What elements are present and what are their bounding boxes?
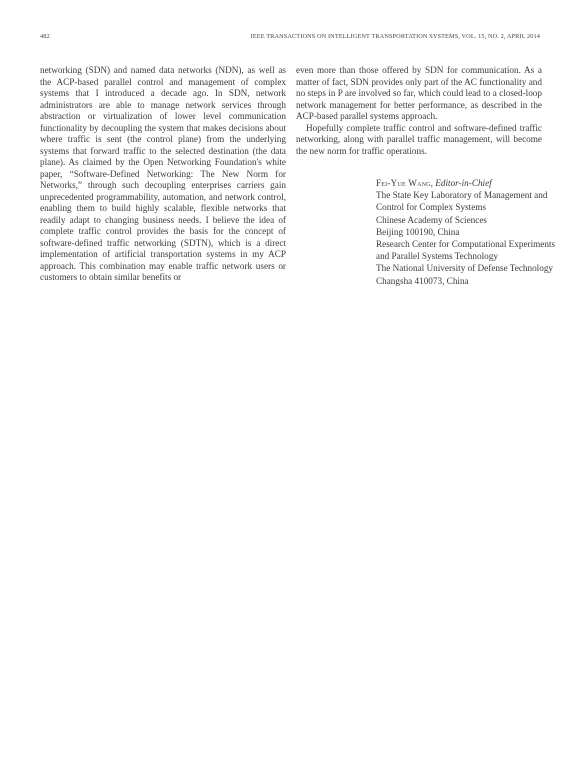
affiliation-line: Control for Complex Systems — [376, 202, 486, 213]
affiliation-line: The National University of Defense Technology — [376, 263, 554, 274]
affiliation-line: Research Center for Computational Experiments — [376, 239, 556, 250]
author-role: Editor-in-Chief — [435, 178, 492, 188]
journal-header: IEEE TRANSACTIONS ON INTELLIGENT TRANSPORTATION SYSTEMS, VOL. 15, NO. 2, APRIL 2014 — [250, 33, 540, 40]
page-number: 482 — [40, 33, 50, 40]
affiliation-line: and Parallel Systems Technology — [376, 251, 498, 262]
affiliation-line: Changsha 410073, China — [376, 275, 469, 286]
signature-block — [376, 177, 556, 287]
author-line: Fei-Yue Wang, Editor-in-Chief — [376, 178, 492, 188]
author-name: Fei-Yue Wang — [376, 178, 431, 188]
left-column — [40, 65, 286, 284]
body-paragraph: even more than those offered by SDN for communication. As a matter of fact, SDN provides only part of the AC functionality and no steps in P are involved so far, which could lead to a closed-loop network management for better performance, as described in the ACP-based parallel systems approach. — [296, 65, 542, 121]
body-paragraph: networking (SDN) and named data networks (NDN), as well as the ACP-based parallel control and management of complex systems that I introduced a decade ago. In SDN, network administrators are able to manage network services through abstraction or virtualization of lower level communication functionality by decoupling the system that makes decisions about where traffic is sent (the control plane) from the underlying systems that forward traffic to the selected destination (the data plane). As claimed by the Open Networking Foundation's white paper, “Software-Defined Networking: The New Norm for Networks,” through such decoupling enterprises carriers gain unprecedented programmability, automation, and network control, enabling them to build highly scalable, flexible networks that readily adapt to changing business needs. I believe the idea of complete traffic control provides the basis for the concept of software-defined traffic networking (SDTN), which is a direct implementation of artificial transportation systems in my ACP approach. This combination may enable traffic network users or customers to obtain similar benefits or — [40, 65, 286, 282]
affiliation-line: The State Key Laboratory of Management and — [376, 190, 548, 201]
right-column — [296, 65, 542, 157]
body-paragraph: Hopefully complete traffic control and software-defined traffic networking, along with parallel traffic management, will become the new norm for traffic operations. — [296, 122, 542, 156]
affiliation-line: Beijing 100190, China — [376, 226, 460, 237]
running-header — [40, 33, 540, 45]
affiliation-line: Chinese Academy of Sciences — [376, 214, 487, 225]
